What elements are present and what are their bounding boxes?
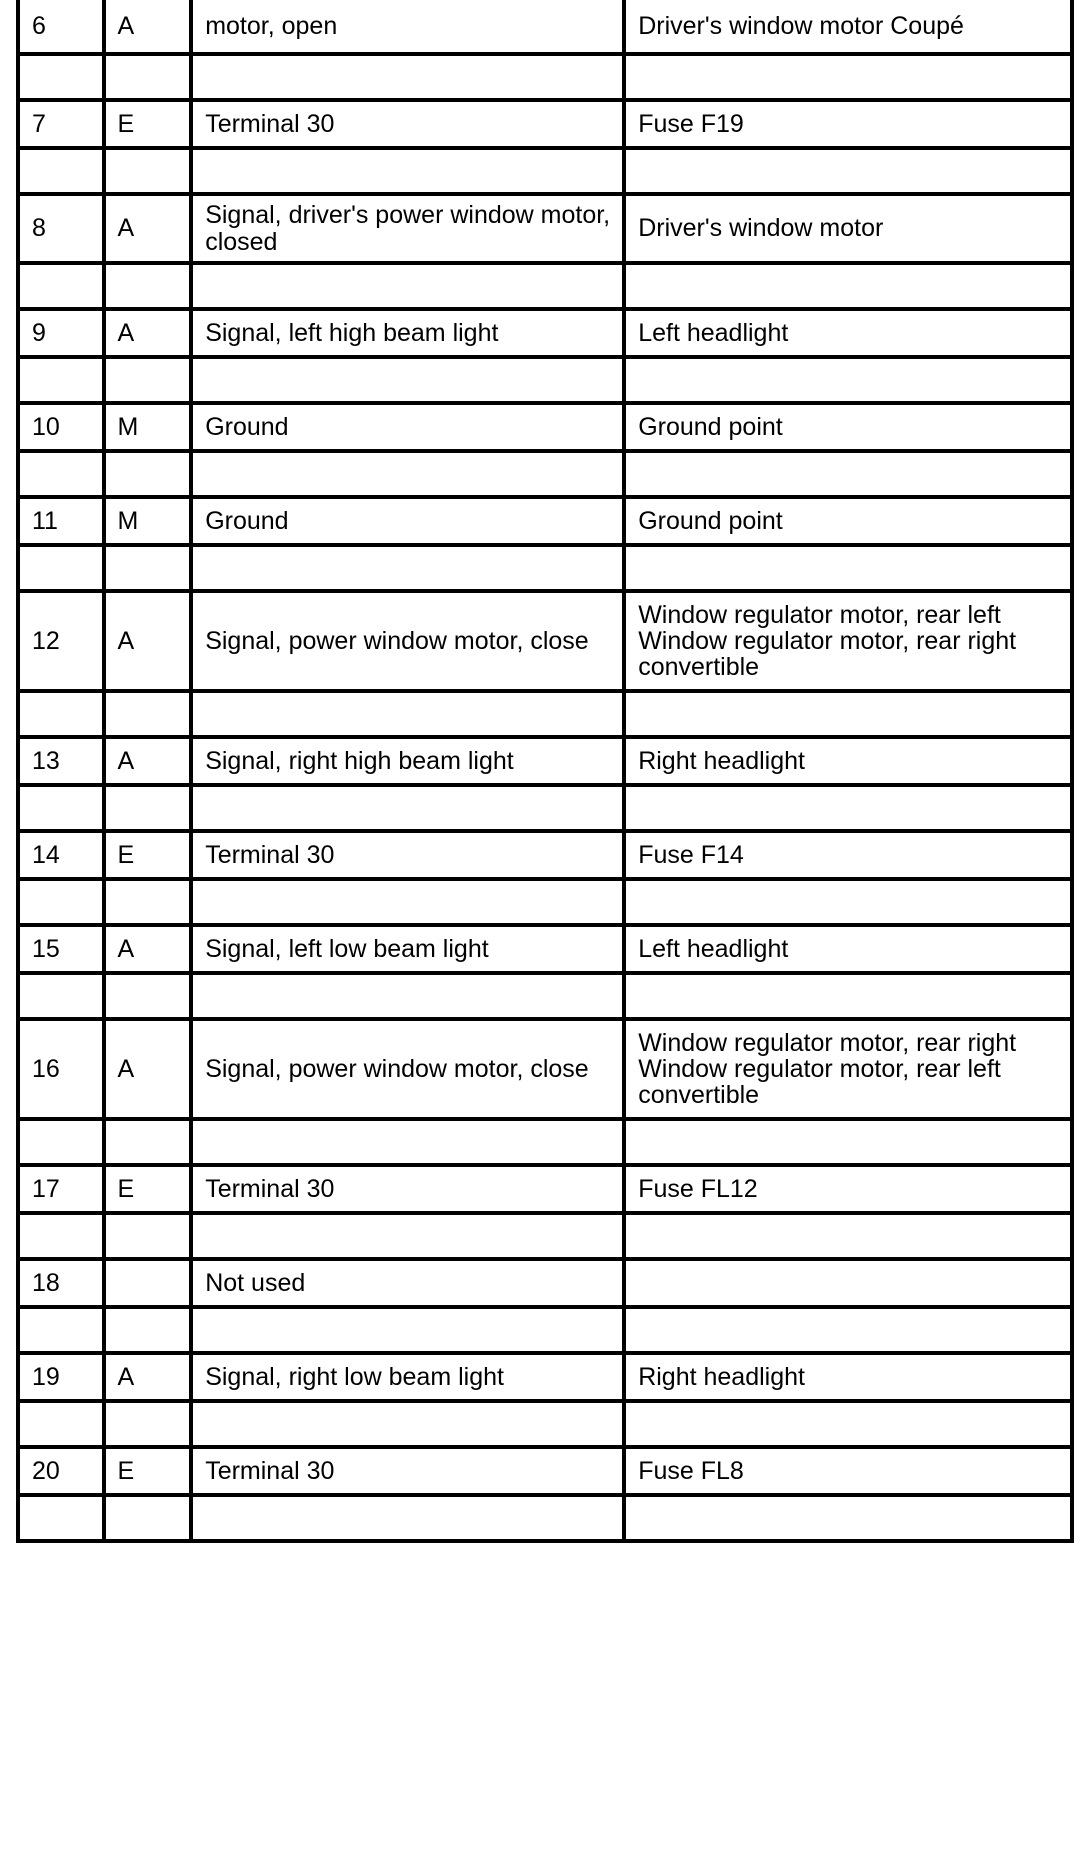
- spacer-cell: [624, 691, 1072, 737]
- connection-cell: [624, 1259, 1072, 1307]
- spacer-cell: [191, 1213, 624, 1259]
- spacer-row: [18, 263, 1072, 309]
- connection-cell: Fuse FL8: [624, 1447, 1072, 1495]
- signal-type-cell: M: [104, 497, 192, 545]
- connection-cell: Window regulator motor, rear right Window regulator motor, rear left convertible: [624, 1019, 1072, 1119]
- connection-cell: Driver's window motor Coupé: [624, 0, 1072, 54]
- spacer-cell: [18, 263, 104, 309]
- pin-number-cell: 14: [18, 831, 104, 879]
- spacer-cell: [191, 148, 624, 194]
- signal-type-cell: M: [104, 403, 192, 451]
- spacer-cell: [191, 879, 624, 925]
- spacer-cell: [191, 1307, 624, 1353]
- function-cell: Terminal 30: [191, 1165, 624, 1213]
- connection-cell: Left headlight: [624, 925, 1072, 973]
- pin-number-cell: 9: [18, 309, 104, 357]
- spacer-row: [18, 357, 1072, 403]
- function-cell: Terminal 30: [191, 831, 624, 879]
- table-row: [18, 100, 1072, 148]
- function-cell: Signal, left low beam light: [191, 925, 624, 973]
- spacer-cell: [18, 1213, 104, 1259]
- pin-number-cell: 13: [18, 737, 104, 785]
- function-cell: Terminal 30: [191, 1447, 624, 1495]
- spacer-cell: [624, 973, 1072, 1019]
- spacer-cell: [104, 879, 192, 925]
- table-row: [18, 591, 1072, 691]
- table-row: [18, 831, 1072, 879]
- spacer-cell: [18, 1495, 104, 1541]
- spacer-cell: [104, 263, 192, 309]
- table-row: [18, 309, 1072, 357]
- spacer-cell: [18, 451, 104, 497]
- table-row: [18, 497, 1072, 545]
- pin-number-cell: 10: [18, 403, 104, 451]
- pin-number-cell: 20: [18, 1447, 104, 1495]
- spacer-cell: [104, 973, 192, 1019]
- table-row: [18, 737, 1072, 785]
- table-row: [18, 925, 1072, 973]
- spacer-cell: [18, 54, 104, 100]
- signal-type-cell: A: [104, 194, 192, 263]
- signal-type-cell: E: [104, 100, 192, 148]
- function-cell: Signal, power window motor, close: [191, 1019, 624, 1119]
- spacer-cell: [104, 1307, 192, 1353]
- spacer-cell: [104, 1213, 192, 1259]
- connection-cell: Ground point: [624, 403, 1072, 451]
- table-row: [18, 0, 1072, 54]
- pin-assignment-table: [16, 0, 1074, 1543]
- spacer-row: [18, 1495, 1072, 1541]
- spacer-cell: [18, 1119, 104, 1165]
- signal-type-cell: A: [104, 309, 192, 357]
- spacer-row: [18, 973, 1072, 1019]
- pin-number-cell: 18: [18, 1259, 104, 1307]
- function-cell: Signal, right high beam light: [191, 737, 624, 785]
- spacer-cell: [191, 691, 624, 737]
- signal-type-cell: E: [104, 1165, 192, 1213]
- function-cell: Terminal 30: [191, 100, 624, 148]
- spacer-cell: [191, 1401, 624, 1447]
- spacer-cell: [624, 785, 1072, 831]
- connection-cell: Fuse FL12: [624, 1165, 1072, 1213]
- spacer-cell: [104, 1119, 192, 1165]
- signal-type-cell: A: [104, 925, 192, 973]
- spacer-row: [18, 691, 1072, 737]
- spacer-cell: [191, 1119, 624, 1165]
- spacer-cell: [624, 451, 1072, 497]
- connection-cell: Window regulator motor, rear left Window regulator motor, rear right convertible: [624, 591, 1072, 691]
- spacer-cell: [624, 1495, 1072, 1541]
- spacer-cell: [191, 545, 624, 591]
- spacer-row: [18, 545, 1072, 591]
- pin-number-cell: 7: [18, 100, 104, 148]
- spacer-row: [18, 148, 1072, 194]
- spacer-row: [18, 1307, 1072, 1353]
- function-cell: Ground: [191, 497, 624, 545]
- spacer-cell: [18, 148, 104, 194]
- signal-type-cell: [104, 1259, 192, 1307]
- connection-cell: Fuse F14: [624, 831, 1072, 879]
- spacer-cell: [624, 148, 1072, 194]
- signal-type-cell: A: [104, 737, 192, 785]
- pin-number-cell: 15: [18, 925, 104, 973]
- table-row: [18, 403, 1072, 451]
- spacer-cell: [18, 691, 104, 737]
- spacer-cell: [104, 785, 192, 831]
- spacer-row: [18, 785, 1072, 831]
- spacer-cell: [624, 879, 1072, 925]
- spacer-cell: [18, 357, 104, 403]
- function-cell: motor, open: [191, 0, 624, 54]
- spacer-cell: [104, 451, 192, 497]
- spacer-cell: [191, 263, 624, 309]
- spacer-cell: [18, 973, 104, 1019]
- function-cell: Not used: [191, 1259, 624, 1307]
- spacer-cell: [624, 545, 1072, 591]
- pin-number-cell: 17: [18, 1165, 104, 1213]
- spacer-row: [18, 1213, 1072, 1259]
- pin-number-cell: 8: [18, 194, 104, 263]
- spacer-cell: [104, 1495, 192, 1541]
- pin-number-cell: 16: [18, 1019, 104, 1119]
- spacer-cell: [104, 357, 192, 403]
- spacer-row: [18, 879, 1072, 925]
- spacer-cell: [18, 879, 104, 925]
- table-row: [18, 1259, 1072, 1307]
- connection-cell: Right headlight: [624, 737, 1072, 785]
- connection-cell: Left headlight: [624, 309, 1072, 357]
- function-cell: Signal, power window motor, close: [191, 591, 624, 691]
- spacer-row: [18, 54, 1072, 100]
- spacer-row: [18, 1401, 1072, 1447]
- spacer-cell: [624, 1119, 1072, 1165]
- connection-cell: Fuse F19: [624, 100, 1072, 148]
- spacer-cell: [191, 357, 624, 403]
- spacer-cell: [18, 1307, 104, 1353]
- function-cell: Signal, driver's power window motor, closed: [191, 194, 624, 263]
- spacer-cell: [104, 54, 192, 100]
- table-row: [18, 1447, 1072, 1495]
- spacer-cell: [18, 785, 104, 831]
- signal-type-cell: A: [104, 1353, 192, 1401]
- table-row: [18, 194, 1072, 263]
- signal-type-cell: A: [104, 591, 192, 691]
- table-row: [18, 1019, 1072, 1119]
- spacer-cell: [18, 1401, 104, 1447]
- function-cell: Ground: [191, 403, 624, 451]
- connection-cell: Driver's window motor: [624, 194, 1072, 263]
- spacer-cell: [104, 691, 192, 737]
- function-cell: Signal, left high beam light: [191, 309, 624, 357]
- spacer-cell: [624, 54, 1072, 100]
- spacer-cell: [624, 1401, 1072, 1447]
- connection-cell: Right headlight: [624, 1353, 1072, 1401]
- spacer-cell: [624, 1213, 1072, 1259]
- signal-type-cell: A: [104, 1019, 192, 1119]
- signal-type-cell: E: [104, 831, 192, 879]
- table-row: [18, 1165, 1072, 1213]
- spacer-cell: [104, 148, 192, 194]
- spacer-cell: [191, 54, 624, 100]
- spacer-cell: [191, 785, 624, 831]
- spacer-row: [18, 451, 1072, 497]
- spacer-cell: [624, 357, 1072, 403]
- spacer-cell: [104, 1401, 192, 1447]
- spacer-cell: [191, 451, 624, 497]
- function-cell: Signal, right low beam light: [191, 1353, 624, 1401]
- spacer-row: [18, 1119, 1072, 1165]
- pin-number-cell: 12: [18, 591, 104, 691]
- table-row: [18, 1353, 1072, 1401]
- pin-number-cell: 19: [18, 1353, 104, 1401]
- spacer-cell: [18, 545, 104, 591]
- connection-cell: Ground point: [624, 497, 1072, 545]
- pin-number-cell: 11: [18, 497, 104, 545]
- spacer-cell: [624, 1307, 1072, 1353]
- spacer-cell: [191, 1495, 624, 1541]
- signal-type-cell: E: [104, 1447, 192, 1495]
- spacer-cell: [624, 263, 1072, 309]
- spacer-cell: [191, 973, 624, 1019]
- signal-type-cell: A: [104, 0, 192, 54]
- spacer-cell: [104, 545, 192, 591]
- pin-table-body: [18, 0, 1072, 1541]
- pin-number-cell: 6: [18, 0, 104, 54]
